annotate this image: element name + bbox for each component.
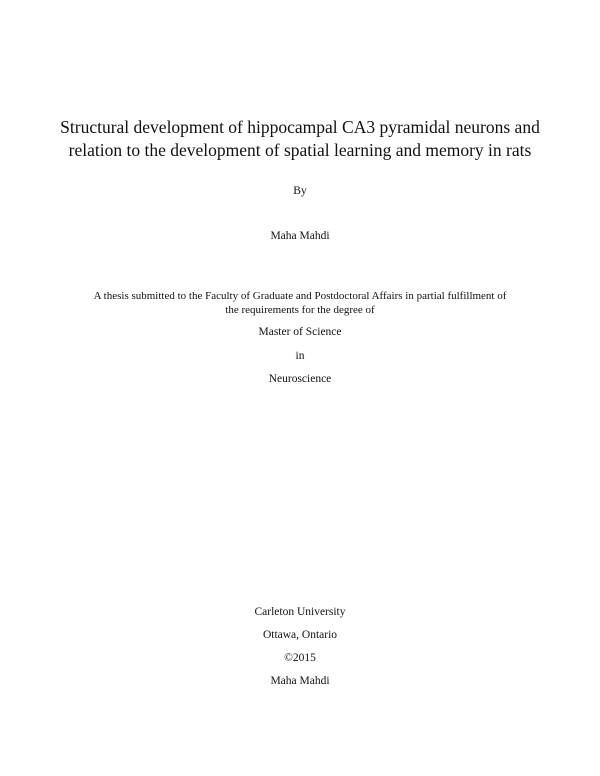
thesis-title-line-1: Structural development of hippocampal CA3 pyramidal neurons and — [60, 117, 540, 137]
thesis-title-line-2: relation to the development of spatial learning and memory in rats — [68, 140, 532, 160]
degree-name: Master of Science — [258, 326, 342, 338]
university-location: Ottawa, Ontario — [262, 629, 338, 641]
author-name: Maha Mahdi — [270, 230, 330, 242]
field-of-study: Neuroscience — [268, 373, 332, 385]
in-label: in — [295, 350, 305, 362]
by-label: By — [293, 185, 307, 197]
university-name: Carleton University — [254, 606, 346, 618]
copyright-holder: Maha Mahdi — [270, 675, 330, 687]
submission-statement-line-1: A thesis submitted to the Faculty of Graduate and Postdoctoral Affairs in partial fulfillment of — [93, 290, 507, 302]
copyright-year: ©2015 — [284, 652, 316, 664]
submission-statement-line-2: the requirements for the degree of — [225, 304, 375, 316]
